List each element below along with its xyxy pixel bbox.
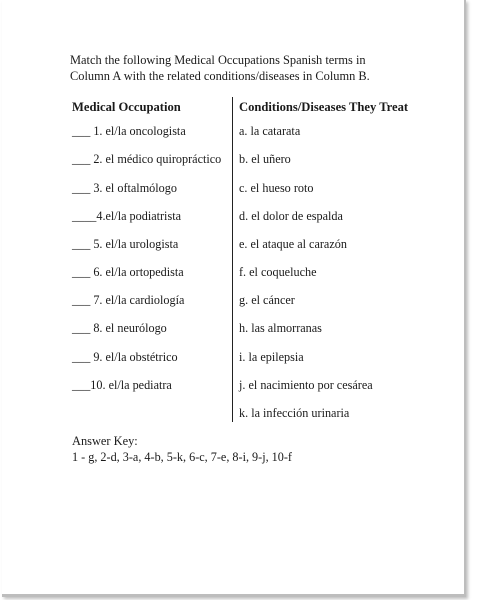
column-a-header: Medical Occupation (72, 100, 181, 114)
occupation-item-10: ___10. el/la pediatra (72, 378, 172, 392)
occupation-item-9: ___ 9. el/la obstétrico (72, 350, 178, 364)
answer-key-text: 1 - g, 2-d, 3-a, 4-b, 5-k, 6-c, 7-e, 8-i, 9-j, 10-f (72, 450, 292, 464)
occupation-item-2: ___ 2. el médico quiropráctico (72, 152, 222, 166)
condition-item-b: b. el uñero (239, 152, 291, 166)
occupation-item-1: ___ 1. el/la oncologista (72, 124, 186, 138)
occupation-item-7: ___ 7. el/la cardiología (72, 293, 185, 307)
occupation-item-5: ___ 5. el/la urologista (72, 237, 179, 251)
condition-item-h: h. las almorranas (239, 321, 322, 335)
condition-item-d: d. el dolor de espalda (239, 209, 343, 223)
condition-item-k: k. la infección urinaria (239, 406, 350, 420)
instructions-line-1: Match the following Medical Occupations Spanish terms in (70, 53, 366, 67)
condition-item-f: f. el coqueluche (239, 265, 317, 279)
occupation-item-3: ___ 3. el oftalmólogo (72, 181, 177, 195)
condition-item-c: c. el hueso roto (239, 181, 314, 195)
column-b-header: Conditions/Diseases They Treat (239, 100, 409, 114)
column-divider (232, 97, 233, 422)
instructions (70, 52, 430, 84)
occupation-item-6: ___ 6. el/la ortopedista (72, 265, 184, 279)
condition-item-e: e. el ataque al carazón (239, 237, 347, 251)
condition-item-a: a. la catarata (239, 124, 301, 138)
document-page (2, 0, 466, 597)
occupation-item-4: ____4.el/la podiatrista (72, 209, 181, 223)
occupation-item-8: ___ 8. el neurólogo (72, 321, 167, 335)
instructions-line-2: Column A with the related conditions/diseases in Column B. (70, 69, 370, 83)
condition-item-g: g. el cáncer (239, 293, 295, 307)
condition-item-j: j. el nacimiento por cesárea (239, 378, 373, 392)
answer-key-title: Answer Key: (72, 434, 138, 448)
condition-item-i: i. la epilepsia (239, 350, 304, 364)
